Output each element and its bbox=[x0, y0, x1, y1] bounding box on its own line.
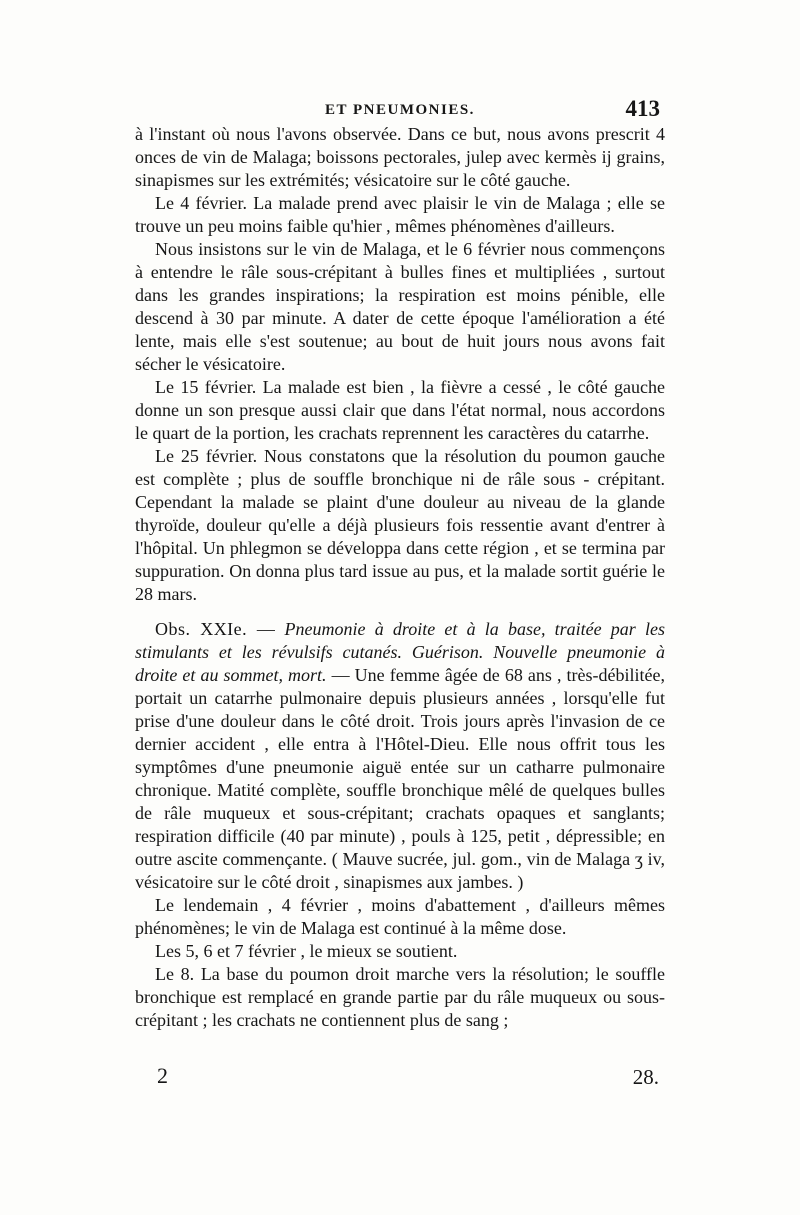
paragraph: Le 25 février. Nous constatons que la résolution du poumon gauche est complète ; plus de souffle bronchique ni de râle sous - crépitant. Cependant la malade se plaint d'une douleur au niveau de la glande thyroïde, douleur qu'elle a déjà plusieurs fois ressentie avant d'entrer à l'hôpital. Un phlegmon se développa dans cette région , et se termina par suppuration. On donna plus tard issue au pus, et la malade sortit guérie le 28 mars. bbox=[135, 446, 665, 604]
page-number: 413 bbox=[625, 96, 660, 121]
page-body bbox=[135, 123, 665, 1032]
sheet-number: 28. bbox=[632, 1065, 659, 1089]
signature-mark: 2 bbox=[157, 1063, 168, 1088]
observation-paragraph bbox=[135, 618, 665, 894]
running-title: ET PNEUMONIES. bbox=[325, 102, 475, 118]
paragraph: Nous insistons sur le vin de Malaga, et le 6 février nous commençons à entendre le râle sous-crépitant à bulles fines et multipliées , surtout dans les grandes inspirations; la respiration est moins pénible, elle descend à 30 par minute. A dater de cette époque l'amélioration a été lente, mais elle s'est soutenue; au bout de huit jours nous avons fait sécher le vésicatoire. bbox=[135, 239, 665, 374]
observation-text: — Une femme âgée de 68 ans , très-débilitée, portait un catarrhe pulmonaire depuis plusieurs années , lorsqu'elle fut prise d'une douleur dans le côté droit. Trois jours après l'invasion de ce dernier accident , elle entra à l'Hôtel-Dieu. Elle nous offrit tous les symptômes d'une pneumonie aiguë entée sur un catharre pulmonaire chronique. Matité complète, souffle bronchique mêlé de quelques bulles de râle muqueux et sous-crépitant; crachats opaques et sanglants; respiration difficile (40 par minute) , pouls à 125, petit , dépressible; en outre ascite commençante. ( Mauve sucrée, jul. gom., vin de Malaga ʒ iv, vésicatoire sur le côté droit , sinapismes aux jambes. ) bbox=[135, 665, 665, 892]
paragraph: Les 5, 6 et 7 février , le mieux se soutient. bbox=[155, 941, 458, 961]
paragraph: à l'instant où nous l'avons observée. Dans ce but, nous avons prescrit 4 onces de vin de Malaga; boissons pectorales, julep avec kermès ij grains, sinapismes sur les extrémités; vésicatoire sur le côté gauche. bbox=[135, 124, 665, 190]
observation-heading: Obs. XXIe. — bbox=[155, 619, 276, 639]
paragraph: Le 4 février. La malade prend avec plaisir le vin de Malaga ; elle se trouve un peu moins faible qu'hier , mêmes phénomènes d'ailleurs. bbox=[135, 193, 665, 236]
paragraph: Le lendemain , 4 février , moins d'abattement , d'ailleurs mêmes phénomènes; le vin de Malaga est continué à la même dose. bbox=[135, 895, 665, 938]
observation-title: Pneumonie à droite et à la base, traitée par les stimulants et les révulsifs cutanés. Guérison. Nouvelle pneumonie à droite et au sommet, mort. bbox=[135, 619, 665, 685]
paragraph: Le 15 février. La malade est bien , la fièvre a cessé , le côté gauche donne un son presque aussi clair que dans l'état normal, nous accordons le quart de la portion, les crachats reprennent les caractères du catarrhe. bbox=[135, 377, 665, 443]
page-footer bbox=[135, 1063, 665, 1099]
page-header bbox=[135, 96, 668, 122]
paragraph: Le 8. La base du poumon droit marche vers la résolution; le souffle bronchique est remplacé en grande partie par du râle muqueux ou sous-crépitant ; les crachats ne contiennent plus de sang ; bbox=[135, 964, 665, 1030]
